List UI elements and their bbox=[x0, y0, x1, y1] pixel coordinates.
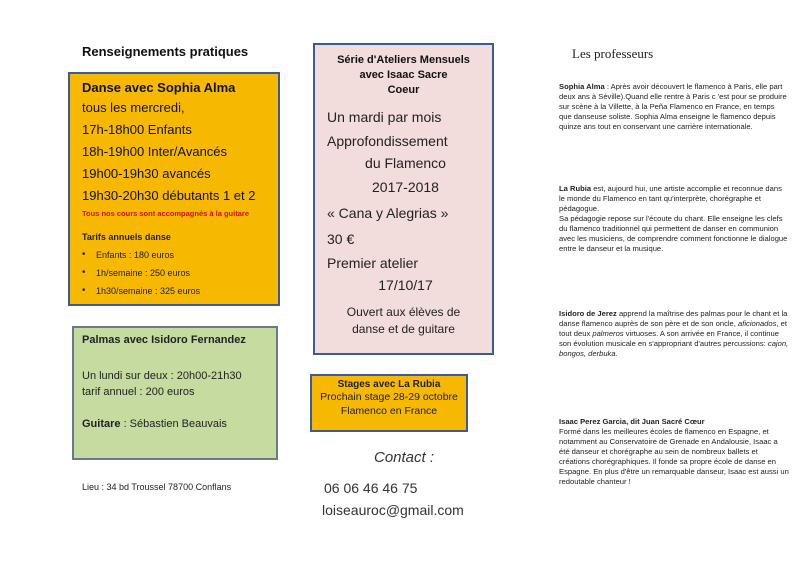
prof-isidoro bbox=[559, 309, 789, 359]
palmas-schedule: Un lundi sur deux : 20h00-21h30 bbox=[82, 370, 242, 382]
guitare-value: : Sébastien Beauvais bbox=[120, 418, 227, 430]
stage-line: Flamenco en France bbox=[340, 405, 438, 417]
danse-box bbox=[68, 72, 280, 306]
section-title-renseignements: Renseignements pratiques bbox=[82, 44, 249, 59]
contact-title: Contact : bbox=[374, 449, 435, 466]
danse-title: Danse avec Sophia Alma bbox=[82, 80, 236, 95]
prof-bio: , et tout deux bbox=[559, 319, 787, 338]
contact-email[interactable]: loiseauroc@gmail.com bbox=[322, 502, 464, 518]
serie-line: danse et de guitare bbox=[352, 322, 455, 336]
danse-line: 19h00-19h30 avancés bbox=[82, 166, 211, 181]
danse-line: 18h-19h00 Inter/Avancés bbox=[82, 144, 228, 159]
prof-name: Isaac Perez Garcia, dit Juan Sacré Cœur bbox=[559, 417, 705, 426]
serie-line: Un mardi par mois bbox=[327, 109, 442, 125]
danse-line: 17h-18h00 Enfants bbox=[82, 122, 192, 137]
palmas-tarif: tarif annuel : 200 euros bbox=[82, 386, 195, 398]
prof-bio: apprend la maîtrise des palmas pour le chant et la danse flamenco auprès de son père et de son oncle, bbox=[559, 309, 788, 328]
palmas-box bbox=[72, 326, 278, 460]
lieu-address: Lieu : 34 bd Troussel 78700 Conflans bbox=[82, 482, 232, 492]
danse-line: tous les mercredi, bbox=[82, 100, 185, 115]
tarif-item: • 1h/semaine : 250 euros bbox=[82, 264, 270, 282]
palmas-title: Palmas avec Isidoro Fernandez bbox=[82, 334, 246, 346]
stage-title: Stages avec La Rubia bbox=[337, 379, 441, 390]
prof-bio-italic: cajon, bongos, derbuka. bbox=[559, 339, 789, 358]
prof-rubia bbox=[559, 184, 789, 254]
prof-bio: Formé dans les meilleures écoles de flamenco en Espagne, et notamment au Conservatoire de Grenade en Andalousie, Isaac a été danseur et chorégraphe au sein de nombreux ballets et créations chorégraphiques. Il fonde sa propre école de danse en Espagne. En plus d'être un remarquable danseur, Isaac est aussi un redoutable chanteur ! bbox=[559, 427, 789, 486]
danse-line: 19h30-20h30 débutants 1 et 2 bbox=[82, 188, 256, 203]
contact-phone[interactable]: 06 06 46 46 75 bbox=[324, 480, 418, 496]
tarif-item: • 1h30/semaine : 325 euros bbox=[82, 282, 270, 300]
tarifs-list bbox=[82, 246, 270, 300]
prof-bio-italic: palmeros bbox=[592, 329, 624, 338]
serie-title-3: Coeur bbox=[387, 84, 420, 96]
tarif-item: • Enfants : 180 euros bbox=[82, 246, 270, 264]
serie-date: 17/10/17 bbox=[378, 277, 433, 293]
serie-line: 2017-2018 bbox=[372, 179, 439, 195]
serie-box bbox=[313, 43, 494, 355]
stage-box bbox=[310, 374, 468, 432]
serie-line: Approfondissement bbox=[327, 133, 448, 149]
prof-bio: virtuoses. A son arrivée en France, il continue son évolution musicale en s'appropriant d'autres percussions: bbox=[559, 329, 779, 348]
serie-line: Ouvert aux élèves de bbox=[346, 305, 461, 319]
serie-line: « Cana y Alegrias » bbox=[327, 205, 449, 221]
prof-name: La Rubia bbox=[559, 184, 592, 193]
prof-bio: Sa pédagogie repose sur l'écoute du chant. Elle enseigne les clefs du flamenco traditionnel qui permettent de danser en communion avec les musiciens, de comprendre comment fonctionne le dialogue entre le danseur et la musique. bbox=[559, 214, 788, 253]
tarifs-title: Tarifs annuels danse bbox=[82, 232, 171, 242]
guitar-note: Tous nos cours sont accompagnés à la guitare bbox=[82, 209, 249, 218]
guitare-line bbox=[82, 416, 268, 432]
prof-isaac bbox=[559, 417, 789, 487]
prof-bio: est, aujourd hui, une artiste accomplie et reconnue dans le monde du Flamenco en tant qu'interprète, chorégraphe et pédagogue. bbox=[559, 184, 782, 213]
prof-sophia bbox=[559, 82, 789, 132]
serie-line: du Flamenco bbox=[365, 155, 446, 171]
professeurs-title: Les professeurs bbox=[572, 46, 654, 61]
prof-bio: : Après avoir découvert le flamenco à Paris, elle part deux ans à Séville).Quand elle rentre à Paris c 'est pour se produire sur scène à la Villette, à la Peña Flamenco en France, en temps que danseuse soliste. Sophia Alma enseigne le flamenco depuis quinze ans tout en conservant une carrière internationale. bbox=[559, 82, 787, 131]
guitare-label: Guitare bbox=[82, 418, 121, 430]
serie-price: 30 € bbox=[327, 231, 355, 247]
serie-line: Premier atelier bbox=[327, 255, 419, 271]
serie-title-1: Série d'Ateliers Mensuels bbox=[337, 54, 470, 66]
stage-line: Prochain stage 28-29 octobre bbox=[320, 391, 458, 403]
prof-name: Isidoro de Jerez bbox=[559, 309, 617, 318]
prof-bio-italic: aficionados bbox=[738, 319, 777, 328]
serie-title-2: avec Isaac Sacre bbox=[359, 69, 448, 81]
prof-name: Sophia Alma bbox=[559, 82, 605, 91]
